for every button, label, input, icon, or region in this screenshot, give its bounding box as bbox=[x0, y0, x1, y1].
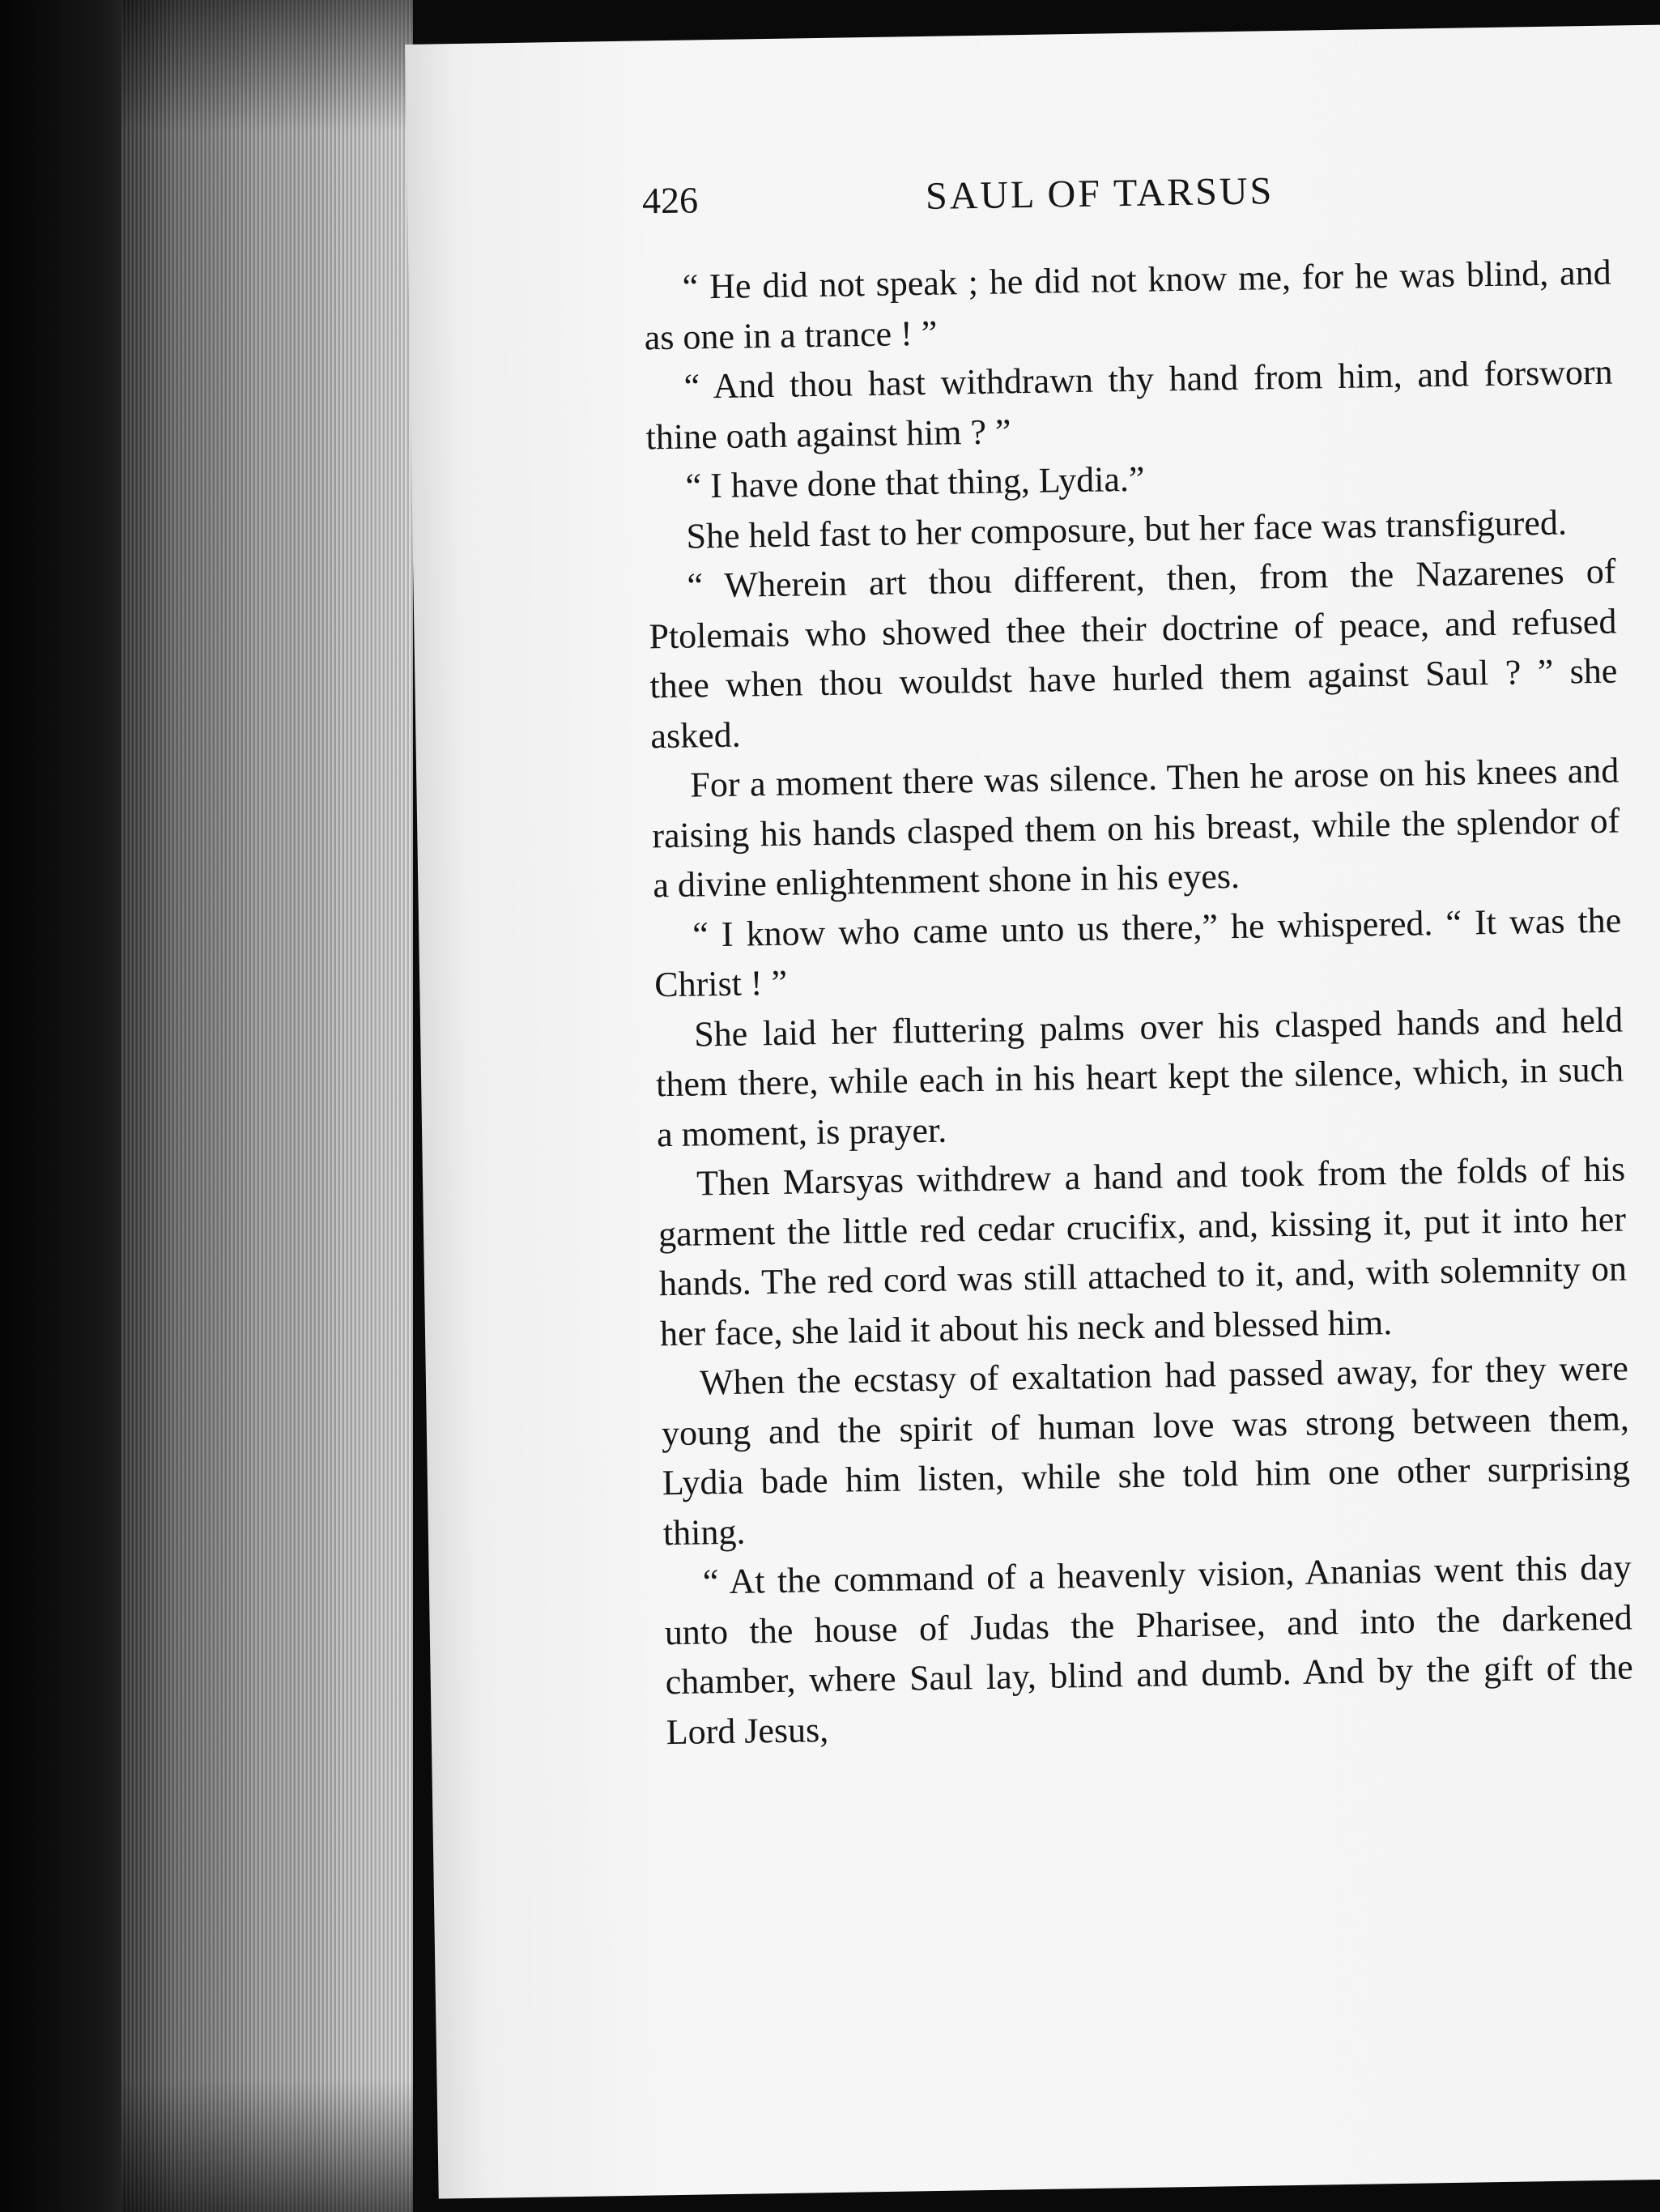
paragraph: Then Marsyas withdrew a hand and took from the folds of his garment the little red cedar crucifix, and, kissing it, put it into her hands. The red cord was still attached to it, and, with solemnity on her face, she laid it about his neck and blessed him. bbox=[658, 1149, 1628, 1353]
running-title: SAUL OF TARSUS bbox=[925, 169, 1275, 218]
text-block bbox=[642, 164, 1634, 1758]
paragraph: For a moment there was silence. Then he arose on his knees and raising his hands clasped them on his breast, while the splendor of a divine enlightenment shone in his eyes. bbox=[651, 750, 1620, 906]
running-head bbox=[642, 164, 1611, 236]
page-number: 426 bbox=[641, 179, 699, 222]
paragraph: “ I know who came unto us there,” he whispered. “ It was the Christ ! ” bbox=[653, 900, 1622, 1005]
paragraph: She laid her fluttering palms over his clasped hands and held them there, while each in his heart kept the silence, which, in such a moment, is prayer. bbox=[655, 999, 1624, 1154]
paragraph: “ Wherein art thou different, then, from the Nazarenes of Ptolemais who showed thee their doctrine of peace, and refused thee when thou wouldst have hurled them against Saul ? ” she asked. bbox=[649, 551, 1618, 756]
paragraph: “ He did not speak ; he did not know me, for he was blind, and as one in a trance ! ” bbox=[644, 252, 1611, 357]
paragraph: “ At the command of a heavenly vision, Ananias went this day unto the house of Judas the Pharisee, and into the darkened chamber, where Saul lay, blind and dumb. And by the gift of the Lord Jesus, bbox=[664, 1547, 1634, 1752]
paragraph: “ And thou hast withdrawn thy hand from him, and forsworn thine oath against him ? ” bbox=[645, 352, 1613, 457]
paragraph: She held fast to her composure, but her face was transfigured. bbox=[686, 502, 1568, 556]
book-page bbox=[405, 24, 1660, 2198]
page-edges bbox=[121, 0, 413, 2212]
binding-shadow bbox=[0, 0, 138, 2212]
paragraph: “ I have done that thing, Lydia.” bbox=[685, 458, 1145, 506]
paragraph: When the ecstasy of exaltation had passed away, for they were young and the spirit of human love was strong between them, Lydia bade him listen, while she told him one other surprising thing. bbox=[661, 1348, 1631, 1553]
